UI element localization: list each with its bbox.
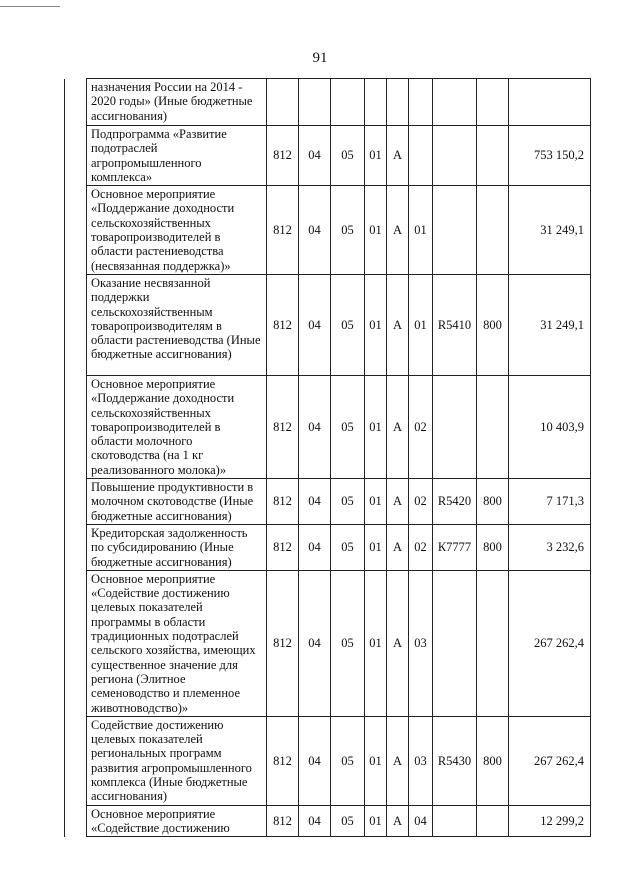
program-code-cell: 01 <box>365 186 387 275</box>
section-code-cell: 04 <box>299 570 331 716</box>
program-code-cell: 01 <box>365 274 387 375</box>
item-name-cell: Основное мероприятие «Содействие достижению <box>87 805 267 837</box>
ministry-code-cell: 812 <box>267 716 299 805</box>
subsection-code-cell: 05 <box>331 274 365 375</box>
expense-type-cell: 800 <box>477 274 509 375</box>
subprogram-code-cell: А <box>387 375 409 478</box>
program-code-cell: 01 <box>365 524 387 570</box>
section-code-cell: 04 <box>299 375 331 478</box>
expense-type-cell <box>477 126 509 186</box>
subprogram-code-cell: А <box>387 805 409 837</box>
subsection-code-cell: 05 <box>331 375 365 478</box>
table-row <box>65 274 591 375</box>
event-code-cell: 01 <box>409 274 433 375</box>
subprogram-code-cell: А <box>387 479 409 525</box>
direction-code-cell <box>433 79 477 126</box>
ministry-code-cell: 812 <box>267 186 299 275</box>
amount-cell: 12 299,2 <box>509 805 591 837</box>
ministry-code-cell: 812 <box>267 126 299 186</box>
subprogram-code-cell: А <box>387 716 409 805</box>
subsection-code-cell: 05 <box>331 805 365 837</box>
subsection-code-cell: 05 <box>331 126 365 186</box>
ministry-code-cell: 812 <box>267 479 299 525</box>
expense-type-cell <box>477 375 509 478</box>
direction-code-cell: R5420 <box>433 479 477 525</box>
direction-code-cell: R5410 <box>433 274 477 375</box>
expense-type-cell <box>477 570 509 716</box>
page-number: 91 <box>312 50 328 66</box>
section-code-cell: 04 <box>299 524 331 570</box>
item-name-cell: Содействие достижению целевых показателей региональных программ развития агропромышленного комплекса (Иные бюджетные ассигнования) <box>87 716 267 805</box>
direction-code-cell <box>433 375 477 478</box>
ministry-code-cell <box>267 79 299 126</box>
subprogram-code-cell: А <box>387 524 409 570</box>
event-code-cell: 03 <box>409 716 433 805</box>
row-blank-cell <box>65 375 87 478</box>
amount-cell <box>509 79 591 126</box>
item-name-cell: Основное мероприятие «Содействие достижению целевых показателей программы в области традиционных подотраслей сельского хозяйства, имеющих существенное значение для региона (Элитное семеноводство и племенное животноводство)» <box>87 570 267 716</box>
program-code-cell: 01 <box>365 570 387 716</box>
direction-code-cell <box>433 186 477 275</box>
subsection-code-cell: 05 <box>331 716 365 805</box>
ministry-code-cell: 812 <box>267 524 299 570</box>
subprogram-code-cell <box>387 79 409 126</box>
subsection-code-cell: 05 <box>331 186 365 275</box>
table-row <box>65 524 591 570</box>
table-row <box>65 805 591 837</box>
row-blank-cell <box>65 274 87 375</box>
subsection-code-cell: 05 <box>331 524 365 570</box>
amount-cell: 10 403,9 <box>509 375 591 478</box>
expense-type-cell: 800 <box>477 716 509 805</box>
subprogram-code-cell: А <box>387 274 409 375</box>
subprogram-code-cell: А <box>387 570 409 716</box>
row-blank-cell <box>65 716 87 805</box>
direction-code-cell <box>433 570 477 716</box>
event-code-cell: 03 <box>409 570 433 716</box>
amount-cell: 31 249,1 <box>509 186 591 275</box>
section-code-cell: 04 <box>299 126 331 186</box>
ministry-code-cell: 812 <box>267 274 299 375</box>
table-row <box>65 79 591 126</box>
event-code-cell <box>409 79 433 126</box>
direction-code-cell <box>433 126 477 186</box>
row-blank-cell <box>65 805 87 837</box>
expense-type-cell <box>477 805 509 837</box>
section-code-cell <box>299 79 331 126</box>
program-code-cell: 01 <box>365 375 387 478</box>
row-blank-cell <box>65 126 87 186</box>
table-row <box>65 126 591 186</box>
section-code-cell: 04 <box>299 274 331 375</box>
event-code-cell: 02 <box>409 375 433 478</box>
direction-code-cell: R5430 <box>433 716 477 805</box>
item-name-cell: Основное мероприятие «Поддержание доходности сельскохозяйственных товаропроизводителей в области молочного скотоводства (на 1 кг реализованного молока)» <box>87 375 267 478</box>
program-code-cell <box>365 79 387 126</box>
table-row <box>65 186 591 275</box>
expense-type-cell <box>477 186 509 275</box>
event-code-cell <box>409 126 433 186</box>
item-name-cell: Подпрограмма «Развитие подотраслей агропромышленного комплекса» <box>87 126 267 186</box>
row-blank-cell <box>65 524 87 570</box>
section-code-cell: 04 <box>299 479 331 525</box>
amount-cell: 7 171,3 <box>509 479 591 525</box>
expense-type-cell: 800 <box>477 479 509 525</box>
scan-corner-mark <box>0 0 60 7</box>
program-code-cell: 01 <box>365 479 387 525</box>
event-code-cell: 01 <box>409 186 433 275</box>
row-blank-cell <box>65 570 87 716</box>
subprogram-code-cell: А <box>387 186 409 275</box>
program-code-cell: 01 <box>365 126 387 186</box>
row-blank-cell <box>65 79 87 126</box>
amount-cell: 267 262,4 <box>509 716 591 805</box>
direction-code-cell <box>433 805 477 837</box>
program-code-cell: 01 <box>365 716 387 805</box>
item-name-cell: назначения России на 2014 - 2020 годы» (Иные бюджетные ассигнования) <box>87 79 267 126</box>
item-name-cell: Оказание несвязанной поддержки сельскохозяйственным товаропроизводителям в области растениеводства (Иные бюджетные ассигнования) <box>87 274 267 375</box>
table-row <box>65 479 591 525</box>
amount-cell: 3 232,6 <box>509 524 591 570</box>
row-blank-cell <box>65 479 87 525</box>
direction-code-cell: К7777 <box>433 524 477 570</box>
subsection-code-cell: 05 <box>331 570 365 716</box>
amount-cell: 753 150,2 <box>509 126 591 186</box>
row-blank-cell <box>65 186 87 275</box>
subsection-code-cell <box>331 79 365 126</box>
item-name-cell: Повышение продуктивности в молочном скотоводстве (Иные бюджетные ассигнования) <box>87 479 267 525</box>
table-row <box>65 570 591 716</box>
ministry-code-cell: 812 <box>267 805 299 837</box>
table-row <box>65 716 591 805</box>
event-code-cell: 02 <box>409 524 433 570</box>
section-code-cell: 04 <box>299 716 331 805</box>
amount-cell: 31 249,1 <box>509 274 591 375</box>
budget-table <box>64 78 591 837</box>
item-name-cell: Основное мероприятие «Поддержание доходности сельскохозяйственных товаропроизводителей в области растениеводства (несвязанная поддержка)» <box>87 186 267 275</box>
table-row <box>65 375 591 478</box>
amount-cell: 267 262,4 <box>509 570 591 716</box>
program-code-cell: 01 <box>365 805 387 837</box>
item-name-cell: Кредиторская задолженность по субсидированию (Иные бюджетные ассигнования) <box>87 524 267 570</box>
expense-type-cell <box>477 79 509 126</box>
section-code-cell: 04 <box>299 186 331 275</box>
section-code-cell: 04 <box>299 805 331 837</box>
event-code-cell: 04 <box>409 805 433 837</box>
ministry-code-cell: 812 <box>267 570 299 716</box>
event-code-cell: 02 <box>409 479 433 525</box>
ministry-code-cell: 812 <box>267 375 299 478</box>
expense-type-cell: 800 <box>477 524 509 570</box>
subsection-code-cell: 05 <box>331 479 365 525</box>
subprogram-code-cell: А <box>387 126 409 186</box>
